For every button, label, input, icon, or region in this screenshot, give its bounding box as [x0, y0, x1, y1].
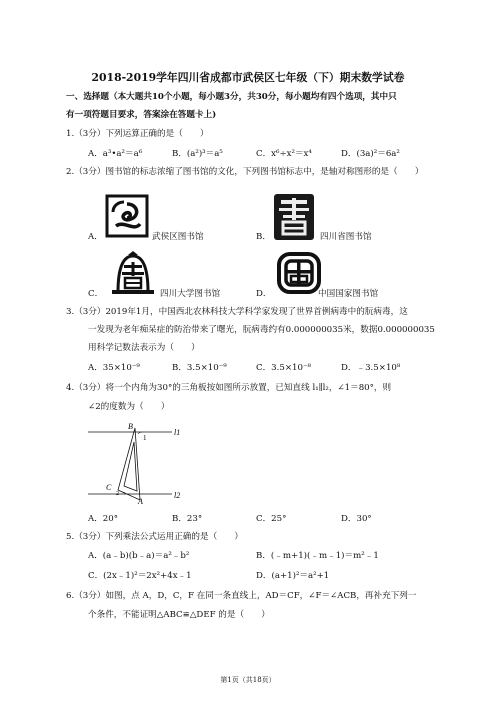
q6-line2: 个条件，不能证明△ABC≌△DEF 的是（ ）: [88, 610, 270, 620]
q5-stem: 5.（3分）下列乘法公式运用正确的是（ ）: [66, 532, 243, 542]
q2-option-d-label: 中国国家图书馆: [318, 289, 379, 299]
q4-option-b: B．23°: [172, 514, 203, 524]
q2-option-b-label: 四川省图书馆: [320, 232, 372, 242]
fig-label-A: A: [138, 497, 143, 504]
fig-label-l1: l1: [174, 428, 181, 437]
q3-line1: 3.（3分）2019年1月，中国西北农林科技大学科学家发现了世界首例病毒中的朊病毒，这: [66, 307, 408, 317]
q2-option-c-letter: C．: [88, 289, 104, 299]
q4-option-c: C．25°: [256, 514, 287, 524]
fig-label-B: B: [128, 422, 133, 431]
q2-option-a-letter: A．: [88, 232, 103, 242]
q2-stem: 2.（3分）图书馆的标志浓缩了图书馆的文化，下列图书馆标志中，是轴对称图形的是（ ）: [66, 167, 424, 177]
q1-stem: 1.（3分）下列运算正确的是（ ）: [66, 129, 209, 139]
q4-line2: ∠2的度数为（ ）: [88, 402, 170, 412]
triangle-figure: [88, 420, 188, 504]
q2-option-b-letter: B．: [256, 232, 271, 242]
fig-label-C: C: [106, 483, 112, 492]
sichuan-university-library-logo: [108, 248, 158, 298]
q2-option-a-label: 武侯区图书馆: [152, 232, 204, 242]
q1-option-c: C．x⁶÷x²＝x⁴: [256, 149, 312, 159]
fig-label-l2: l2: [174, 491, 181, 500]
q3-option-c: C．3.5×10⁻⁸: [256, 363, 311, 373]
q3-line3: 用科学记数法表示为（ ）: [88, 343, 200, 353]
national-library-logo: [275, 248, 323, 298]
section-heading-line2: 有一项符题目要求，答案涂在答题卡上): [66, 110, 217, 120]
sichuan-library-logo: [272, 192, 316, 242]
q5-option-b: B．(﹣m+1)(﹣m﹣1)＝m²﹣1: [256, 551, 379, 561]
q3-option-b: B．3.5×10⁻⁹: [172, 363, 227, 373]
q1-option-a: A．a³•a²＝a⁶: [88, 149, 143, 159]
q5-option-a: A．(a﹣b)(b﹣a)＝a²﹣b²: [88, 551, 190, 561]
q4-option-d: D．30°: [341, 514, 372, 524]
q4-line1: 4.（3分）将一个内角为30°的三角板按如图所示放置，已知直线 l₁∥l₂，∠1＝80°，则: [66, 383, 392, 393]
wuhou-library-logo: [104, 192, 150, 244]
section-heading-line1: 一、选择题（本大题共10个小题，每小题3分，共30分，每小题均有四个选项，其中只: [66, 92, 397, 102]
q3-option-d: D．﹣3.5×10⁸: [341, 363, 401, 373]
fig-label-angle1: 1: [143, 434, 147, 442]
q2-option-d-letter: D．: [256, 289, 272, 299]
page-footer: 第1页（共18页）: [220, 676, 276, 684]
q1-option-d: D．(3a)²＝6a²: [341, 149, 400, 159]
q6-line1: 6.（3分）如图，点 A，D，C，F 在同一条直线上，AD＝CF，∠F＝∠ACB，再补充下列一: [66, 591, 417, 601]
q4-option-a: A．20°: [88, 514, 119, 524]
q1-option-b: B．(a²)³＝a⁵: [172, 149, 223, 159]
fig-label-angle2: 2: [116, 491, 119, 497]
q5-option-d: D．(a+1)²＝a²+1: [256, 571, 330, 581]
page-title: 2018-2019学年四川省成都市武侯区七年级（下）期末数学试卷: [91, 71, 405, 84]
q3-option-a: A．35×10⁻⁹: [88, 363, 140, 373]
q5-option-c: C．(2x﹣1)²＝2x²+4x﹣1: [88, 571, 192, 581]
q3-line2: 一发现为老年痴呆症的防治带来了曙光，朊病毒约有0.000000035米，数据0.000000035: [88, 325, 435, 335]
q2-option-c-label: 四川大学图书馆: [160, 289, 221, 299]
